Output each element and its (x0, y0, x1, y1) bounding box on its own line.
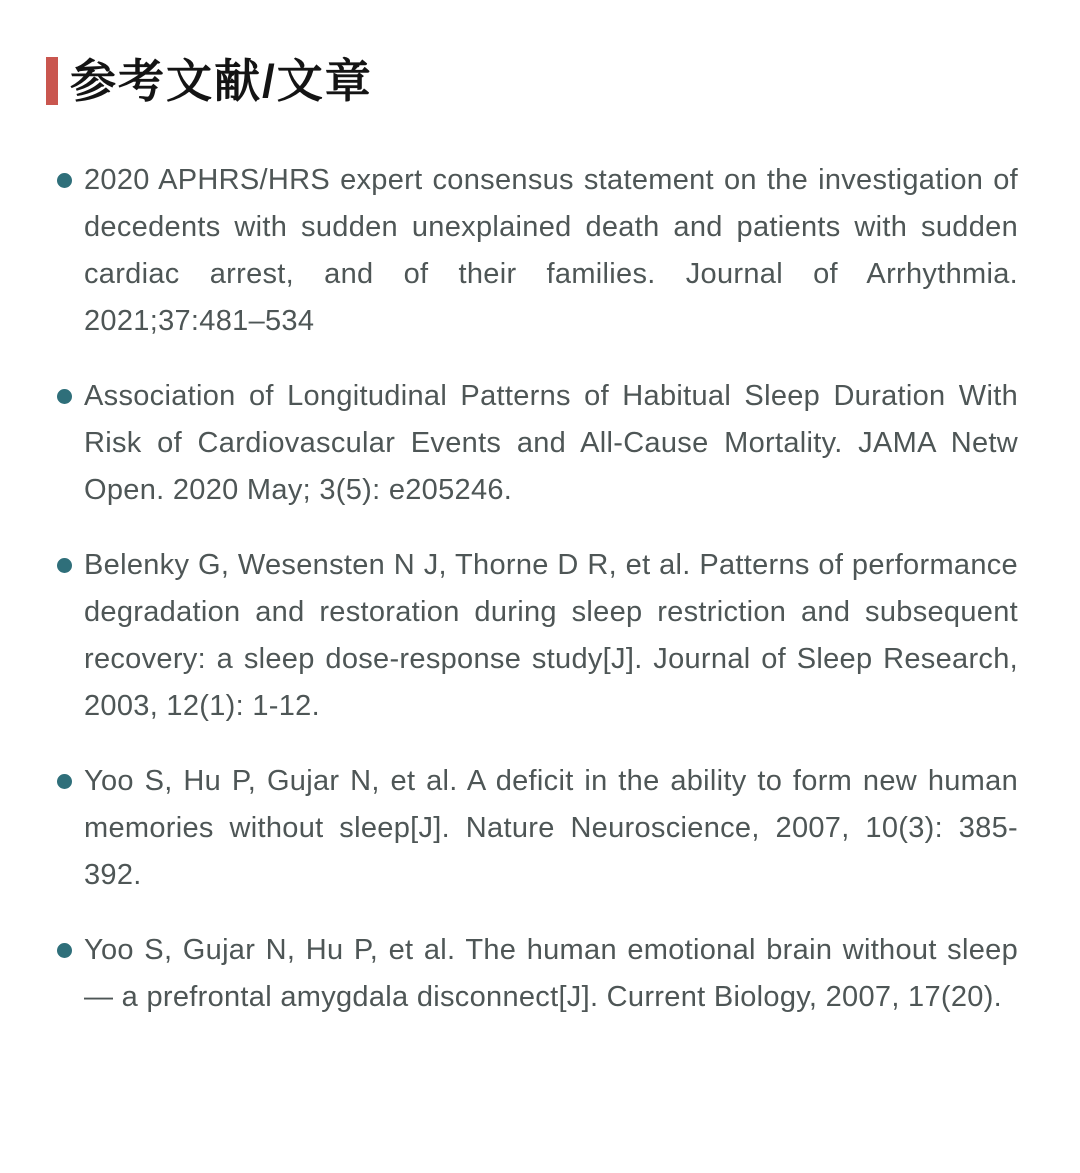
bullet-icon (57, 389, 72, 404)
accent-bar (46, 57, 58, 105)
list-item (57, 157, 1018, 345)
bullet-icon (57, 558, 72, 573)
page-title: 参考文献/文章 (70, 55, 373, 107)
bullet-icon (57, 173, 72, 188)
reference-text: Belenky G, Wesensten N J, Thorne D R, et al. Patterns of performance degradation and restoration during sleep restriction and subsequent recovery: a sleep dose-response study[J]. Journal of Sleep Research, 2003, 12(1): 1-12. (84, 548, 1018, 722)
list-item (57, 758, 1018, 899)
bullet-icon (57, 774, 72, 789)
list-item (57, 542, 1018, 730)
reference-text: Association of Longitudinal Patterns of Habitual Sleep Duration With Risk of Cardiovascular Events and All-Cause Mortality. JAMA Netw Open. 2020 May; 3(5): e205246. (84, 379, 1018, 506)
reference-list (57, 157, 1018, 1021)
reference-text: Yoo S, Gujar N, Hu P, et al. The human emotional brain without sleep — a prefrontal amygdala disconnect[J]. Current Biology, 2007, 17(20). (84, 933, 1018, 1013)
reference-text: 2020 APHRS/HRS expert consensus statement on the investigation of decedents with sudden unexplained death and patients with sudden cardiac arrest, and of their families. Journal of Arrhythmia. 2021;37:481–534 (84, 163, 1018, 337)
bullet-icon (57, 943, 72, 958)
reference-text: Yoo S, Hu P, Gujar N, et al. A deficit in the ability to form new human memories without sleep[J]. Nature Neuroscience, 2007, 10(3): 385-392. (84, 764, 1018, 891)
list-item (57, 927, 1018, 1021)
section-header (46, 56, 1018, 107)
list-item (57, 373, 1018, 514)
